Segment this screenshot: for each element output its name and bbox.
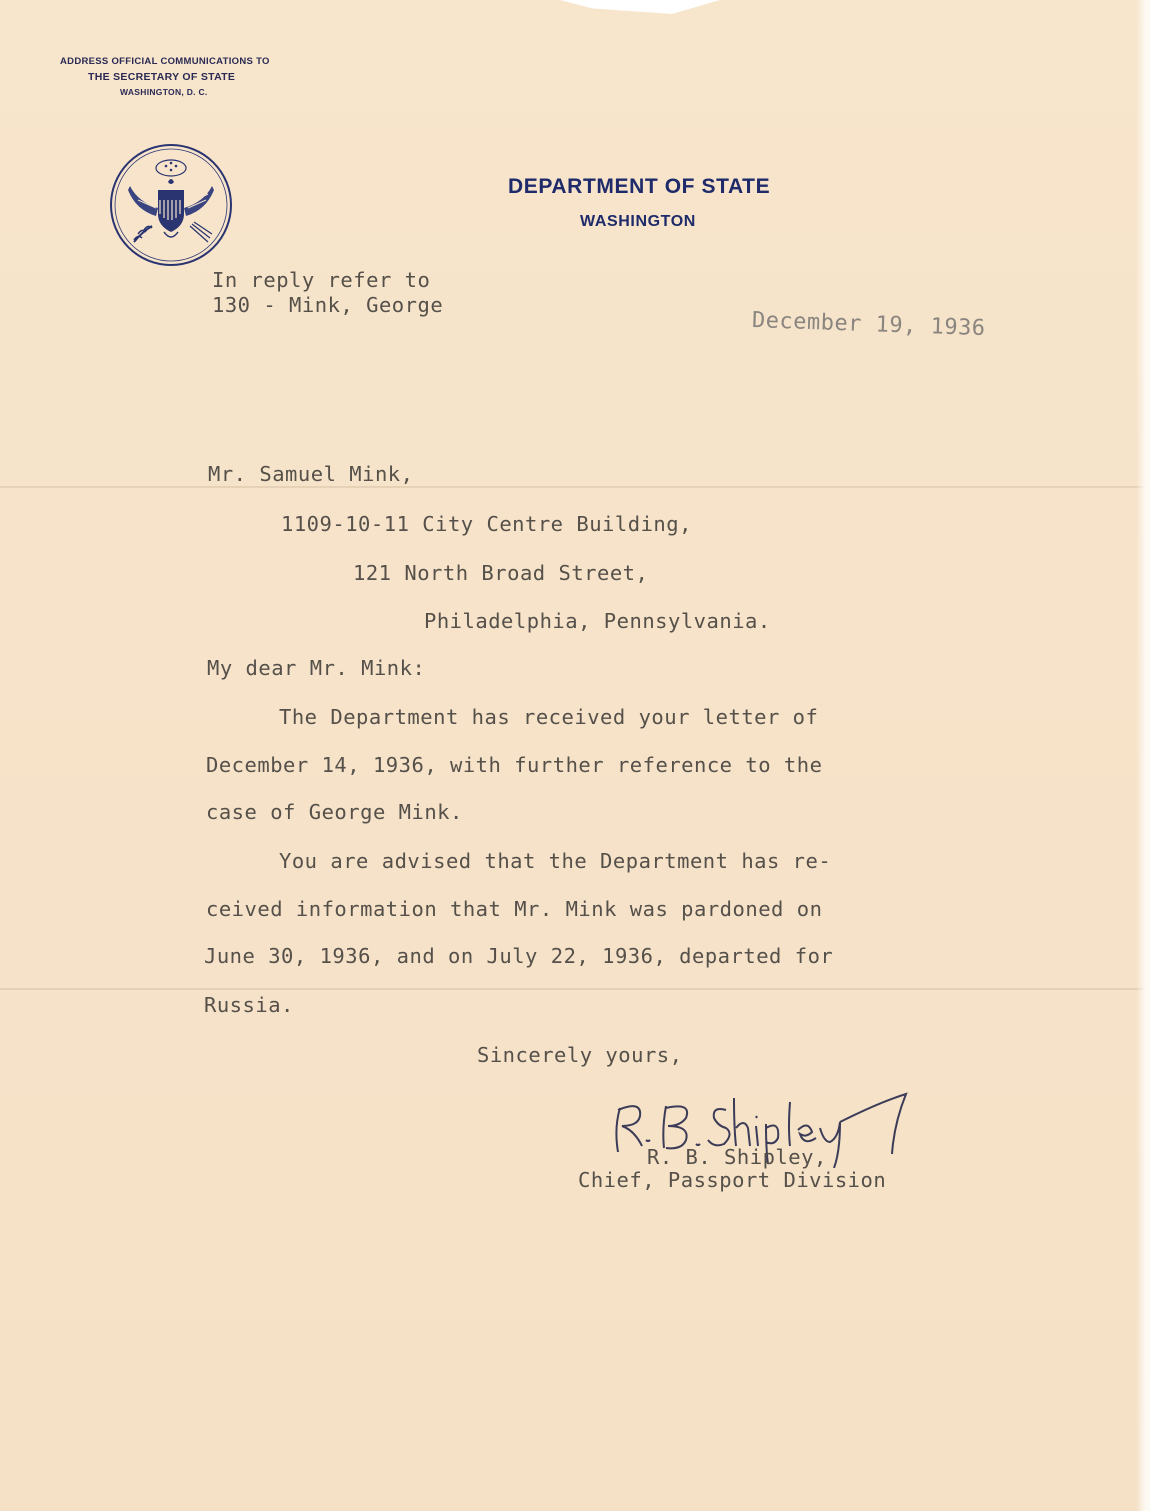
- recipient-address-line3: Philadelphia, Pennsylvania.: [424, 609, 771, 633]
- address-instruction-line1: ADDRESS OFFICIAL COMMUNICATIONS TO: [60, 56, 270, 67]
- body-line: December 14, 1936, with further reference to the: [206, 753, 823, 777]
- body-line: ceived information that Mr. Mink was pardoned on: [206, 897, 823, 921]
- body-line: Russia.: [204, 993, 294, 1017]
- body-line: case of George Mink.: [206, 800, 463, 824]
- great-seal-icon: [108, 142, 234, 268]
- address-instruction-line2: THE SECRETARY OF STATE: [88, 71, 236, 83]
- signatory-title: Chief, Passport Division: [578, 1168, 887, 1192]
- body-line: June 30, 1936, and on July 22, 1936, departed for: [204, 944, 834, 968]
- salutation: My dear Mr. Mink:: [207, 656, 426, 680]
- body-line: The Department has received your letter of: [279, 705, 819, 729]
- closing: Sincerely yours,: [477, 1043, 683, 1067]
- recipient-name: Mr. Samuel Mink,: [208, 462, 414, 486]
- department-city: WASHINGTON: [580, 213, 696, 230]
- reference-line2: 130 - Mink, George: [212, 293, 444, 317]
- body-line: You are advised that the Department has re-: [279, 849, 832, 873]
- department-title: DEPARTMENT OF STATE: [508, 175, 771, 198]
- recipient-address-line2: 121 North Broad Street,: [353, 561, 649, 585]
- signatory-name: R. B. Shipley,: [647, 1145, 827, 1169]
- address-instruction-line3: WASHINGTON, D. C.: [120, 87, 208, 97]
- letter-date: December 19, 1936: [751, 308, 986, 342]
- reference-line1: In reply refer to: [212, 268, 431, 292]
- recipient-address-line1: 1109-10-11 City Centre Building,: [281, 512, 692, 536]
